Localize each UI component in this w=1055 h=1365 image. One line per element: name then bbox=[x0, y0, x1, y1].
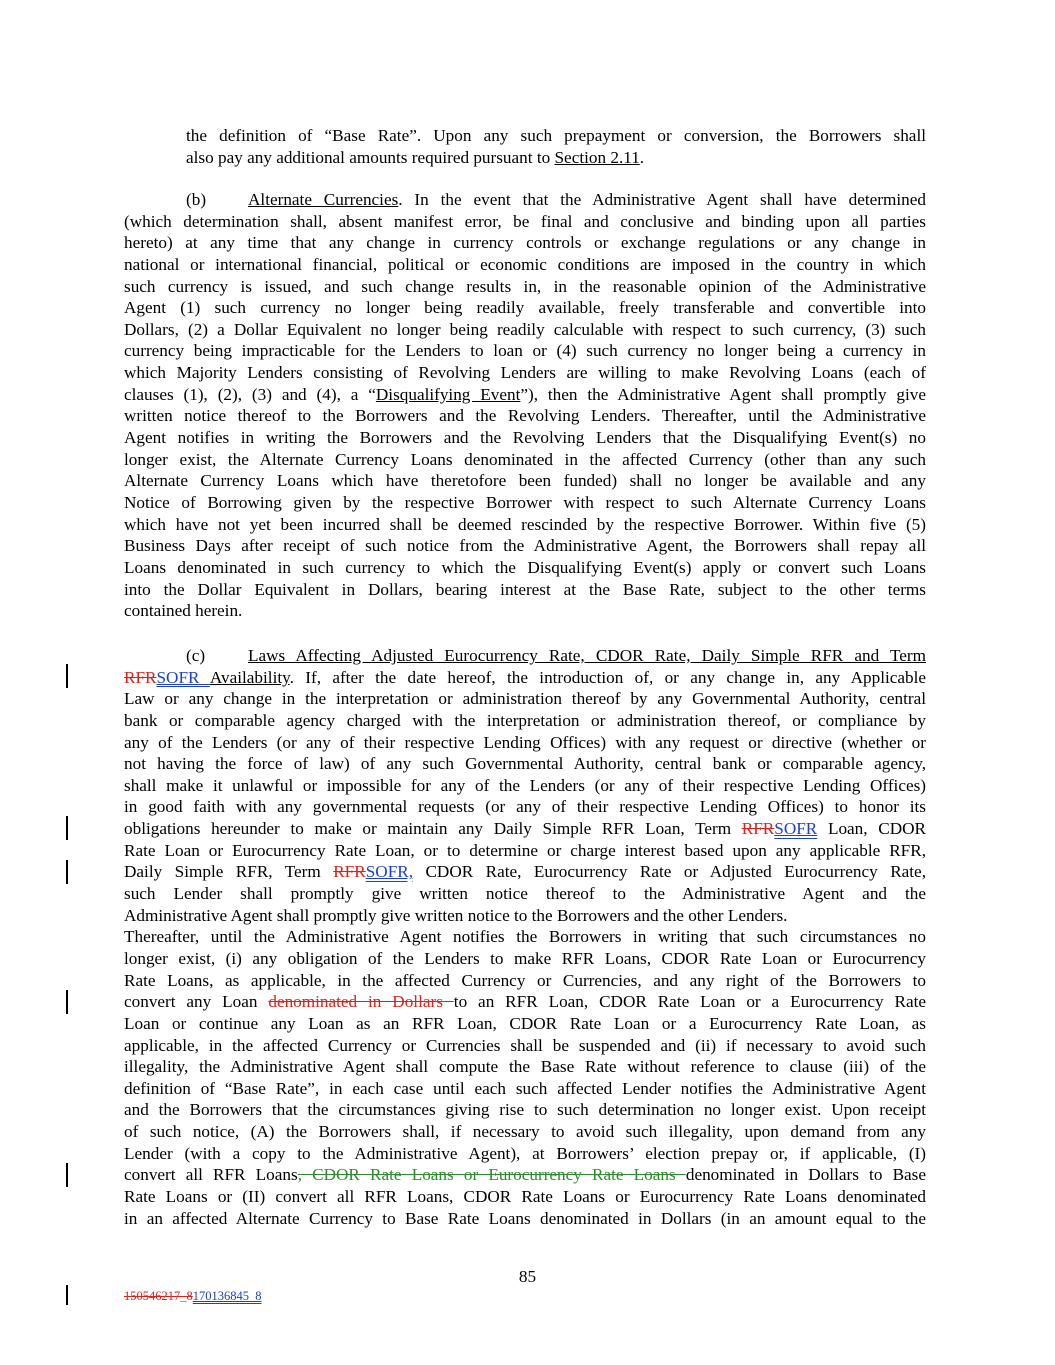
text-line: (which determination shall, absent manifest error, be final and conclusive and binding upon all parties bbox=[124, 211, 926, 231]
text-line: (b) Alternate Currencies. In the event that the Administrative Agent shall have determined bbox=[186, 190, 926, 209]
change-bar bbox=[66, 860, 68, 884]
text-line: of such notice, (A) the Borrowers shall, if necessary to avoid such illegality, upon demand from any bbox=[124, 1122, 926, 1142]
text-line: which Majority Lenders consisting of Revolving Lenders are willing to make Revolving Loans (each of bbox=[124, 363, 926, 383]
deleted-text: 150546217_8 bbox=[124, 1289, 193, 1303]
deleted-text: RFR bbox=[741, 819, 775, 839]
page-number: 85 bbox=[518, 1267, 537, 1286]
inserted-text: SOFR, bbox=[365, 862, 414, 882]
paragraph-b bbox=[124, 189, 926, 622]
defined-term: Disqualifying Event bbox=[375, 384, 521, 404]
change-bar bbox=[66, 1163, 68, 1187]
text-line: Rate Loan or Eurocurrency Rate Loan, or to determine or charge interest based upon any applicable RFR, bbox=[124, 840, 926, 860]
section-heading: Availability bbox=[209, 667, 290, 687]
text-line: longer exist, the Alternate Currency Loans denominated in the affected Currency (other than any such bbox=[124, 449, 926, 469]
section-heading: Laws Affecting Adjusted Eurocurrency Rate, CDOR Rate, Daily Simple RFR and Term bbox=[248, 646, 926, 665]
text-line: and the Borrowers that the circumstances giving rise to such determination no longer exist. Upon receipt bbox=[124, 1100, 926, 1120]
text-line: Loan or continue any Loan as an RFR Loan, CDOR Rate Loan or a Eurocurrency Rate Loan, as bbox=[124, 1013, 926, 1033]
text-line: written notice thereof to the Borrowers and the Revolving Lenders. Thereafter, until the Administrative bbox=[124, 406, 926, 426]
text-line: Thereafter, until the Administrative Agent notifies the Borrowers in writing that such circumstances no bbox=[124, 927, 926, 947]
text-line: hereto) at any time that any change in currency controls or exchange regulations or any change in bbox=[124, 233, 926, 253]
change-bar bbox=[66, 816, 68, 840]
text-line: Loans denominated in such currency to which the Disqualifying Event(s) apply or convert such Loans bbox=[124, 557, 926, 577]
text-line: in an affected Alternate Currency to Base Rate Loans denominated in Dollars (in an amount equal to the bbox=[124, 1208, 926, 1228]
text-line: convert all RFR Loans, CDOR Rate Loans or Eurocurrency Rate Loans denominated in Dollars to Base bbox=[124, 1165, 926, 1185]
text-line: definition of “Base Rate”, in each case until each such affected Lender notifies the Administrative Agent bbox=[124, 1078, 926, 1098]
text-line: into the Dollar Equivalent in Dollars, bearing interest at the Base Rate, subject to the other terms bbox=[124, 579, 926, 599]
text-line: Alternate Currency Loans which have theretofore been funded) shall no longer be available and any bbox=[124, 471, 926, 491]
text-line: the definition of “Base Rate”. Upon any such prepayment or conversion, the Borrowers shall bbox=[186, 126, 926, 145]
text-line: Notice of Borrowing given by the respective Borrower with respect to such Alternate Currency Loans bbox=[124, 492, 926, 512]
text-line: clauses (1), (2), (3) and (4), a “Disqualifying Event”), then the Administrative Agent shall promptly give bbox=[124, 384, 927, 404]
text-line: contained herein. bbox=[124, 601, 243, 621]
section-heading: Alternate Currencies bbox=[248, 190, 399, 209]
text-line: illegality, the Administrative Agent shall compute the Base Rate without reference to clause (iii) of the bbox=[124, 1057, 926, 1077]
text-line: Rate Loans, as applicable, in the affected Currency or Currencies, and any right of the Borrowers to bbox=[124, 970, 926, 990]
text-line: Administrative Agent shall promptly give written notice to the Borrowers and the other Lenders. bbox=[124, 905, 788, 925]
inserted-text: 170136845_8 bbox=[192, 1289, 262, 1303]
text-line: applicable, in the affected Currency or Currencies shall be suspended and (ii) if necessary to avoid such bbox=[124, 1035, 926, 1055]
clause-label: (b) bbox=[186, 190, 207, 209]
deleted-text: denominated in Dollars bbox=[268, 992, 454, 1012]
document-id bbox=[124, 1288, 262, 1304]
text-line: obligations hereunder to make or maintain any Daily Simple RFR Loan, Term RFRSOFR Loan, CDOR bbox=[124, 819, 926, 839]
paragraph-c bbox=[124, 645, 926, 1229]
text-line bbox=[124, 645, 926, 667]
text-line: shall make it unlawful or impossible for any of the Lenders (or any of their respective Lending Offices) bbox=[124, 775, 926, 795]
change-bar bbox=[66, 664, 68, 688]
text-line: Rate Loans or (II) convert all RFR Loans, CDOR Rate Loans or Eurocurrency Rate Loans denominated bbox=[124, 1187, 926, 1207]
paragraph-a-continuation bbox=[186, 125, 926, 168]
change-bar bbox=[66, 1285, 68, 1305]
text-line: Agent (1) such currency no longer being readily available, freely transferable and convertible into bbox=[124, 298, 926, 318]
text-line: Daily Simple RFR, Term RFRSOFR, CDOR Rate, Eurocurrency Rate or Adjusted Eurocurrency Rate, bbox=[124, 862, 926, 882]
section-reference[interactable]: Section 2.11 bbox=[554, 147, 640, 167]
text-line: which have not yet been incurred shall be deemed rescinded by the respective Borrower. Within five (5) bbox=[124, 514, 926, 534]
text-line: not having the force of law) of any such Governmental Authority, central bank or comparable agency, bbox=[124, 754, 926, 774]
clause-label: (c) bbox=[186, 646, 206, 665]
text-line: any of the Lenders (or any of their respective Lending Offices) with any request or directive (whether or bbox=[124, 732, 926, 752]
deleted-text: , CDOR Rate Loans or Eurocurrency Rate Loans bbox=[297, 1165, 686, 1185]
text-line: Business Days after receipt of such notice from the Administrative Agent, the Borrowers shall repay all bbox=[124, 536, 926, 556]
text-line: Lender (with a copy to the Administrative Agent), at Borrowers’ election prepay or, if applicable, (I) bbox=[124, 1143, 926, 1163]
text-line: such Lender shall promptly give written notice thereof to the Administrative Agent and the bbox=[124, 884, 926, 904]
text-line: currency being impracticable for the Lenders to loan or (4) such currency no longer being a currency in bbox=[124, 341, 926, 361]
text-line: Dollars, (2) a Dollar Equivalent no longer being readily calculable with respect to such currency, (3) such bbox=[124, 319, 926, 339]
change-bar bbox=[66, 990, 68, 1014]
deleted-text: RFR bbox=[124, 667, 157, 687]
inserted-text: SOFR bbox=[156, 667, 210, 687]
deleted-text: RFR bbox=[333, 862, 366, 882]
inserted-text: SOFR bbox=[774, 819, 818, 839]
text-line: in good faith with any governmental requests (or any of their respective Lending Offices) to honor its bbox=[124, 797, 926, 817]
text-line: convert any Loan denominated in Dollars to an RFR Loan, CDOR Rate Loan or a Eurocurrency Rate bbox=[124, 992, 926, 1012]
text-line: Law or any change in the interpretation or administration thereof by any Governmental Authority, central bbox=[124, 689, 926, 709]
text-line: national or international financial, political or economic conditions are imposed in the country in which bbox=[124, 254, 926, 274]
text-line: Agent notifies in writing the Borrowers and the Revolving Lenders that the Disqualifying Event(s) no bbox=[124, 428, 926, 448]
text-line: longer exist, (i) any obligation of the Lenders to make RFR Loans, CDOR Rate Loan or Eurocurrency bbox=[124, 948, 926, 968]
text-line: such currency is issued, and such change results in, in the reasonable opinion of the Administrative bbox=[124, 276, 926, 296]
text-line: also pay any additional amounts required pursuant to Section 2.11. bbox=[186, 147, 645, 167]
text-line: bank or comparable agency charged with the interpretation or administration thereof, or compliance by bbox=[124, 710, 926, 730]
text-line: RFRSOFR Availability. If, after the date hereof, the introduction of, or any change in, any Applicable bbox=[124, 667, 927, 687]
